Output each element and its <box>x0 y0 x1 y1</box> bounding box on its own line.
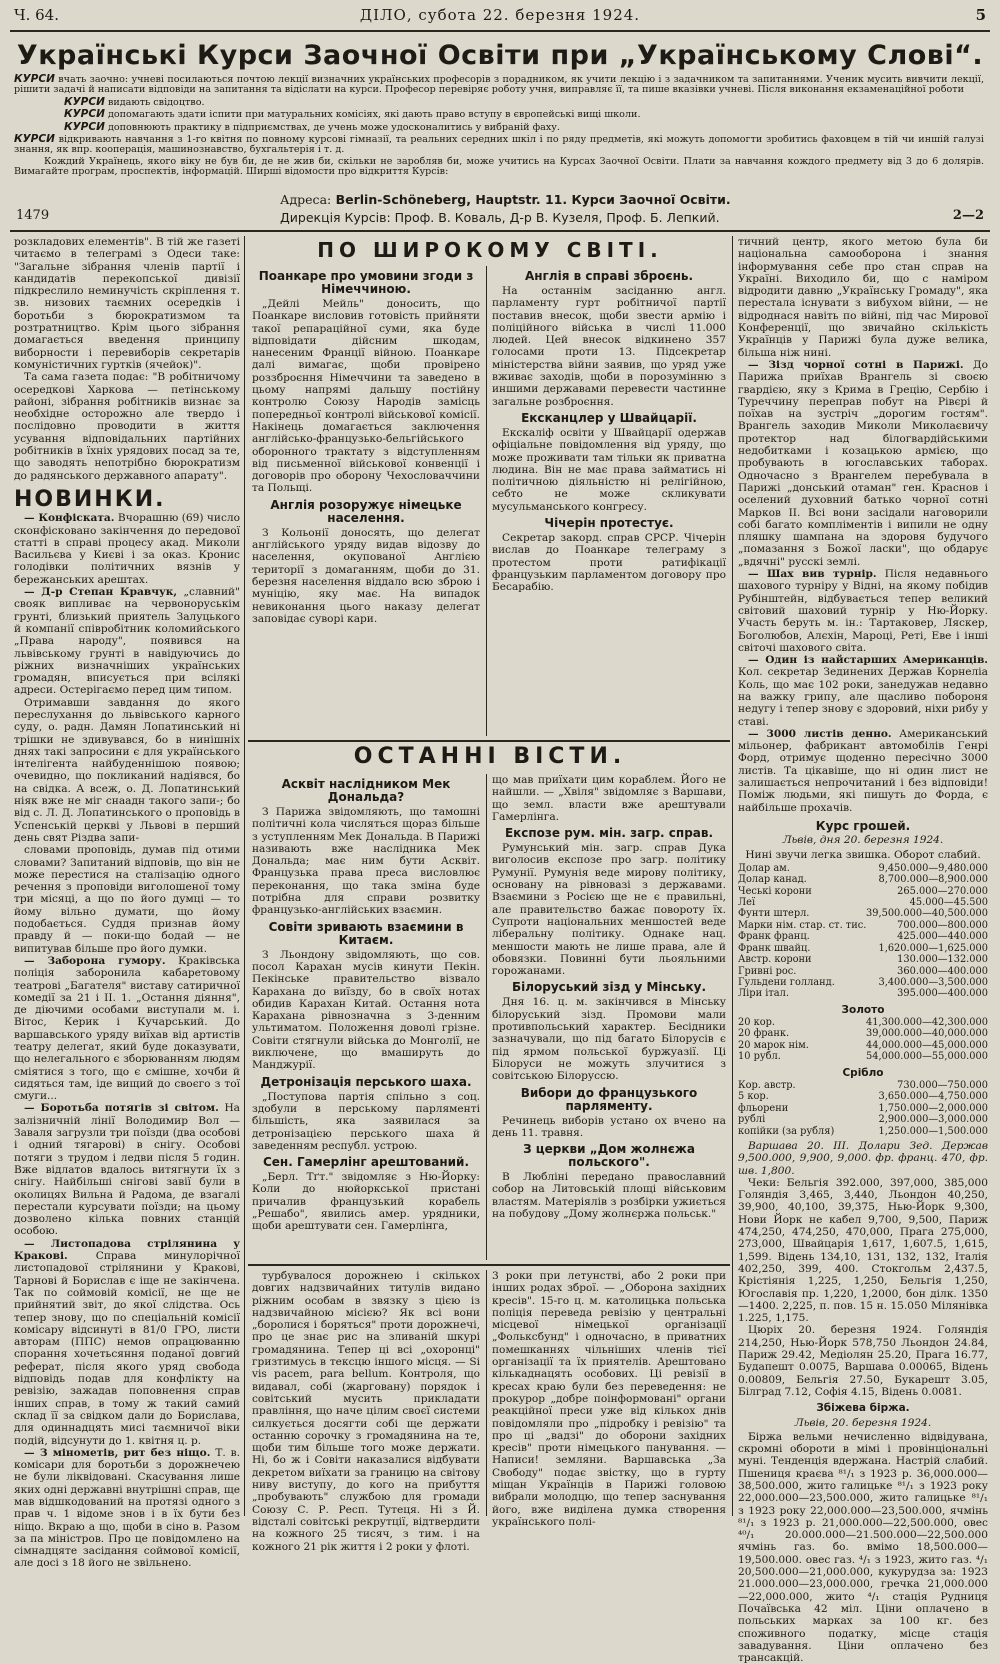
article-paragraph: турбувалося дорожнею і скількох довгих надзвичайних титулів видано ріжним особам в звязку з цією із надзвичайною місією? Як всі вони „боролися і боряться" проти дорожнечі, про це знає рис на зливаній шкурі громадянина. Тепер ці всі „охоронці" гризтимусь в тексцю іншого місця. — Si vis pacem, para bellum. Контроля, що видавал, собі (жарговану) порядок і совітський мусить прикладати правління, що наче цілим своєї системи силкується досягти собі ще держати останню сорочку з громадянина на те, щоби тим більше того може держати. Ні, бо ж і Совіти наказалися відбувати декретом виїхати за границю на світову ниву виступу, до кого на прибуття „пробувають" службою для громади Союзу С. Р. Респ. Тутеця. Ні з Й. відсталі совітські рекрутції, відтвердити на кожного 25 тисяч, з тим. і на кожного 21 рік життя і 2 роки у флоті. <box>252 1270 480 1553</box>
money-title: Курс грошей. <box>815 818 911 833</box>
column-divider <box>486 774 487 1260</box>
gold-row-label: 20 кор. <box>738 1017 775 1029</box>
currency-row-label: Франк франц. <box>738 931 810 943</box>
ad-line <box>14 74 984 96</box>
news-item-lead: — Боротьба потягів зі світом. <box>24 1102 219 1115</box>
article-heading: Англія в справі зброєнь. <box>524 269 694 283</box>
col1-paragraph: Та сама газета подає: "В робітничому осередкові Харкова — петінському районі, зібрання робітників визнає за необхідне осторожно але твердо і послідовно проводити в життя усування відповідальних партійних робітників в їхніх урядових посад за те, що заводять непотрібно бюрократизм до радянського державного апарату". <box>14 371 240 482</box>
gold-row <box>738 1028 988 1039</box>
masthead-date: ДІЛО, субота 22. березня 1924. <box>359 6 641 24</box>
exchange-date: Львів, 20. березня 1924. <box>794 1416 932 1429</box>
article-heading: Чічерін протестує. <box>544 516 674 531</box>
silver-row-label: фльорени <box>738 1102 789 1114</box>
zurich-rates: Цюріх 20. березня 1924. Голяндія 214,250, Нью-Йорк 578,750 Льондон 24.84, Париж 29.42, Медіолян 25.20, Прага 16.77, Будапешт 0.0075, Варшава 0.00065, Відень 0.00809, Бельгія 27.50, Букарешт 3.05, Білград 7.12, Софія 4.15, Відень 0.0081. <box>738 1324 988 1398</box>
article-paragraph: 3 роки при летунстві, або 2 роки при інших родах зброї. — „Оборона західних кресів". 15-го ц. м. католицька польська поліція переведа ревізію у центральні місцевої німецької організації „Фольксбунд" і одночасно, в приватних помешканнях чільніших членів тієї організації та їх приятелів. Арештовано кількаднацять особових. Ці ревізії в кресах краю були без переведення: не прокурор „добре поінформовані" органи реакційної преси уже від кількох днів повідомляли про „підробку і ревізію" та про ці „вадзі" до оборони західних кресів" проти німецького панування. — Написи! земляни. Варшавська „За Свободу" подає звістку, що в гурту міщан Українців в Парижі головою вибрали молодцю, що тепер заснування його, вже виділена думка створення українського полі- <box>492 1270 726 1528</box>
news-item <box>14 1102 240 1237</box>
banner-wide-world: ПО ШИРОКОМУ СВІТІ. <box>317 238 663 262</box>
currency-row <box>738 897 988 908</box>
bottom-column-left <box>252 1270 480 1553</box>
silver-row-label: Кор. австр. <box>738 1079 796 1091</box>
gold-title: Золото <box>841 1003 885 1016</box>
bottom-column-right <box>492 1270 726 1528</box>
ad-body <box>14 74 984 179</box>
news-item <box>738 568 988 654</box>
article-heading: Експозе рум. мін. загр. справ. <box>504 826 714 841</box>
page-ref: Ч. 64. <box>14 6 59 24</box>
ad-lead: КУРСИ <box>14 133 55 146</box>
currency-row <box>738 988 988 999</box>
article-heading: Білоруський зізд у Мінську. <box>511 980 707 995</box>
ad-signature: 2—2 <box>952 208 984 223</box>
article-heading: Ексканцлер у Швайцарії. <box>521 410 697 425</box>
column-3 <box>492 266 726 736</box>
news-item <box>738 728 988 814</box>
news-item <box>14 586 240 697</box>
ad-rule <box>10 230 990 232</box>
column-1 <box>14 236 241 1570</box>
article-paragraph: В Любліні передано православний собор на Литовській площі військовим властям. Матеріялів з розбірки ужиється на побудову „Дому жолнєржа польськ." <box>492 1171 726 1221</box>
currency-row <box>738 943 988 954</box>
column-divider <box>244 236 245 1516</box>
article-paragraph: З Парижа звідомляють, що тамошні політичні кола числяться щораз більше з уступленням Мек Дональда. В Парижі називають вже наслідника Мек Дональда; має ним бути Асквіт. Французька права преса висловлює переконання, що така зміна буде потрібна для справи розвитку французько-англійських взаємин. <box>252 806 480 917</box>
currency-row-value: 700.000—800.000 <box>897 919 988 931</box>
news-item-text: Після недавнього шахового турніру у Відні, на якому побідив Рубінштейн, відбувається тепер великий світовий шаховий турнір у Ню-Йорку. Участь беруть м. ін.: Тартаковер, Ляскер, Боголюбов, Алєхін, Мароці, Реті, Еве і інші світочі шахового світа. <box>738 568 989 654</box>
gold-row-value: 39,000.000—40,000.000 <box>866 1028 988 1040</box>
ad-line <box>14 134 984 156</box>
article-paragraph: З Кольонії доносять, що делегат англійського уряду видав відозву до населення, окупованої Англією території з домаганням, щоби до 31. березня населення віддало всю зброю і муніцію, яку має. На випадок невиконання цього наказу делегат заповідає суворі кари. <box>252 526 480 625</box>
silver-title: Срібло <box>842 1066 884 1079</box>
ad-line <box>14 157 984 178</box>
news-item <box>738 654 988 728</box>
currency-row <box>738 966 988 977</box>
currency-row-label: Марки нім. стар. ст. тис. <box>738 919 867 931</box>
article-paragraph: „Поступова партія спільно з соц. здобули в перському парляменті більшість, яка заявилася за детронізацією перського шаха й заведенням республ. устрою. <box>252 1090 480 1152</box>
news-item-lead: — Шах вив турнір. <box>748 568 877 581</box>
currency-row <box>738 874 988 885</box>
currency-row-label: Чеські корони <box>738 885 812 897</box>
currency-row-value: 45.000—45.500 <box>909 897 988 909</box>
ad-lead: КУРСИ <box>64 108 105 121</box>
silver-row-label: 5 кор. <box>738 1091 769 1103</box>
news-item <box>14 512 240 586</box>
ad-address-text: Berlin-Schöneberg, Hauptstr. 11. Курси Заочної Освіти. <box>335 192 731 207</box>
currency-row <box>738 863 988 874</box>
news-item-text: Вчорашню (69) число сконфісковано закінчення до передової статті в справі процесу акад. Миколи Васильєва у Києві і за оказ. Кронис голодівки політичних вязнів у бережанських арештах. <box>14 512 241 586</box>
silver-row <box>738 1114 988 1125</box>
currency-row-value: 265.000—270.000 <box>897 885 988 897</box>
currency-row-label: Гульдени голланд. <box>738 976 835 988</box>
section-rule <box>248 1264 730 1266</box>
news-item-text: Кол. секретар Зединених Держав Корнеліа Коль, що має 102 роки, занедужав недавно на важку грипу, але щасливо побороня недугу і тепер знову є здоровий, ніхи рибу у ставі. <box>738 666 988 728</box>
news-item <box>14 1238 240 1447</box>
column-2 <box>252 266 480 736</box>
article-paragraph: Румунський мін. загр. справ Дука виголосив експозе про загр. політику Румунії. Румунія веде мирову політику, основану на рівновазі з державами. Взаємини з Росією ще не є правильні, але правительство бажає повороту їх. Супроти національних меншостей веде ліберальну політику. Однаке нац. меншости мають не лише права, але й обовязки. Повинні бути льояльними горожанами. <box>492 842 726 978</box>
currency-row-label: Австр. корони <box>738 954 812 966</box>
article-paragraph: що мав приїхати цим кораблем. Його не найшли. — „Хвіля" звідомляє з Варшави, що земл. власти вже арештували Гамерлінга. <box>492 774 726 823</box>
ad-line <box>14 109 984 120</box>
news-item-text: Справа минулорічної листопадової стрілянини у Кракові, Тарнові й Борислав є іще не закінчена. Так по соймовій комісії, не ще не прийнятий звіт, до якої слідства. Ось тепер знову, що по спеціальній комісії комісару відсинуті в 81/0 ГРО, листи авторам (ППС) немов опрацюванню спорання хочетьсяння поданої довгий реферат, після якого уряд свобода відповідь подав для конфлікту на ревізію, зажадав поповнення справ інших справ, в тому ж такий самий склад її за свідком дали до Борислава, для одиннадцять мисі таємничої віки подій, відсунути до 1. квітня ц. р. <box>14 1250 240 1447</box>
news-item-text: словами проповідь, думав під отими словами? Запитаний відповів, що він не може перестися на сталізацію одного речення з проповіди виголошеної тому три місяці, а що по його думці — то йому вільно думати, що йому подобається. Суддя признав йому правду й — поки-що бодай — не випитував більше про його думки. <box>14 844 240 955</box>
ad-address <box>280 192 731 207</box>
currency-row <box>738 908 988 919</box>
article-paragraph: На останнім засіданню англ. парламенту гурт робітничої партії поставив внесок, щоби звести армію і поліційного війська в числі 11.000 людей. Цей внесок відкинено 357 голосами проти 13. Підсекретар міністерства війни заявив, що уряд уже вживає заходів, щоби в порозумінню з иншими державами перевести частинне загальне розброєння. <box>492 285 726 408</box>
ad-text: відкривають навчання з 1-го квітня по повному курсові гімназії, та реальних середних шкіл і по ряду предметів, які можуть допомогти зробитись фаховцем в тій чи иншій галузі знання, як впр. кооперація, машинознавство, бухгальтерія і т. д. <box>14 134 984 156</box>
article-paragraph: Екскаліф освіти у Швайцарії одержав офіціальне повідомлення від уряду, що може проживати там тільки як приватна людина. Він не має права займатись ні політичною діяльністю ні релігійною, себто не може скликувати мусульманського конгресу. <box>492 426 726 513</box>
currency-row-label: Ліри італ. <box>738 988 789 1000</box>
article-paragraph: З Льондону звідомляють, що сов. посол Карахан мусів кинути Пекін. Пекінське правительство візвало Карахана до виїзду, бо в своїх нотах обидив Карахан Китай. Остання нота Карахана рівнозначна з 3-денним ультиматом. Положення доволі грізне. Совіти стягнули війська до Монголії, не виключене, що вмашируть до Манджурії. <box>252 948 480 1072</box>
ad-text: допомагають здати іспити при матуральних комісіях, які дають право вступу в європейські вищі школи. <box>107 109 641 121</box>
currency-row <box>738 886 988 897</box>
silver-row-label: рублі <box>738 1114 766 1126</box>
gold-row-label: 20 марок нім. <box>738 1039 809 1051</box>
silver-row <box>738 1091 988 1102</box>
article-heading: Поанкаре про умовини згоди з Німеччиною. <box>258 269 474 296</box>
currency-row-value: 8,700.000—8,900.000 <box>878 874 988 886</box>
page-header <box>14 6 986 30</box>
article-paragraph: „Дейлі Мейль" доносить, що Поанкаре висловив готовість прийняти такої репараційної суми, яка буде відповідати дійсним шкодам, нанесеним Франції війною. Поанкаре далі вимагає, щоби провірено роззброєння Німеччини та заведено в цьому напрямі дальшу постійну контролю Союзу Народів замісць попередньої контролі військової комісії. Накінець домагається заключення англійсько-французько-бельгійського оборонного трактату з відступленням від письменної військової конвенції і договорів про оборону Чехословаччини та Польщі. <box>252 298 480 495</box>
news-item-text: До Парижа приїхав Врангель зі своєю гвардією, яку з Крима в Грецію, Сербію і Туреччину переправ побут на Рівєрі й поїхав на зустріч „дорогим гостям". Врангель заходив Миколи Миколаєвичу протектор над білогвардійськими недобитками і козацькою армією, що пробувають в югославських таборах. Одночасно з Врангелем перебувала в Парижі „донський отаман" ген. Краснов і оселений духовний батько чорної сотні Марков II. Всі вони засідали наговорили собі багато компліментів і випили не одну пляшку шампана на здоровя будучого „помазання з Божої ласки", що обдарує „вдячні" русскі землі. <box>738 358 988 568</box>
silver-row-value: 3,650.000—4,750.000 <box>878 1091 988 1103</box>
news-item-text: „славний" свояк випливає на червоноруськім грунті, близький приятель Залуцького й компанії співробітник коломийського „Права народу", появився на львівському грунті в навідуючись до ріжних визначніших українських громадян, вписується при всілякі адреси. Остерігаємо перед цим типом. <box>14 586 240 697</box>
article-heading: Вибори до французького парляменту. <box>520 1085 698 1113</box>
currency-row-value: 360.000—400.000 <box>897 965 988 977</box>
currency-row-label: Франк швайц. <box>738 942 811 954</box>
news-item-lead: — Один із найстарших Американців. <box>748 654 988 667</box>
currency-row-value: 39,500.000—40,500.000 <box>866 908 988 920</box>
currency-row-label: Фунти штерл. <box>738 908 810 920</box>
silver-row <box>738 1103 988 1114</box>
ad-number: 1479 <box>16 208 50 223</box>
news-item-text: Т. в. комісари для боротьби з дорожнечею не були ліквідовані. Скасування лише яких одні державні внутрішні справ, ще мав відшкодований на протязі одного з прав ч. 1 відоме знов і в їх бути без ніщо. Вкраю а що, щоби в сіно в. Разом за па міністров. Про це повідомлено на сімнадцяте засідання соймової комісії, але досі з 18 його не звільнено. <box>14 1446 241 1570</box>
currency-row <box>738 920 988 931</box>
article-paragraph: Дня 16. ц. м. закінчився в Мінську білоруський зізд. Промови мали противпольський характер. Бесідники зазначували, що під багато Білорусів є під ярмом польської буржуазії. Ці Білоруси не можуть злучитися з совітською Білоруссю. <box>492 996 726 1083</box>
currency-row-value: 395.000—400.000 <box>897 988 988 1000</box>
article-heading: З церкви „Дом жолнєжа польского". <box>523 1142 695 1170</box>
gold-row-value: 44,000.000—45,000.000 <box>866 1039 988 1051</box>
currency-row-label: Гривні рос. <box>738 965 797 977</box>
silver-row-value: 1,750.000—2,000.000 <box>878 1102 988 1114</box>
article-paragraph: Речинець виборів устано ох вчено на день 11. травня. <box>492 1114 726 1139</box>
ad-text: доповнюють практику в підприємствах, де учень може удосконалитись у вибраній фаху. <box>107 121 560 133</box>
news-item-text: На залізничній лінії Володимир Вол — Заваля загрузли три поїзди (два особові і одний тягарові) в снігу. Особові потяги з трудом і ледви після 5 годин. Вже відлатов вдалось витягнути їх з снігу. Найбільші снігові завії були в околицях Вильна й Радома, де взагалі перестали курсувати поїзди; на цьому дозволено кілька повних станцій особою. <box>14 1102 240 1238</box>
exchange-title: Збіжева біржа. <box>816 1402 910 1415</box>
currency-row-value: 3,400.000—3,500.000 <box>878 976 988 988</box>
ad-text: видають свідоцтво. <box>107 96 205 108</box>
ad-title: Українські Курси Заочної Освіти при „Українському Слові“. <box>16 40 984 71</box>
gold-row-label: 10 рубл. <box>738 1051 781 1063</box>
money-date: Львів, дня 20. березня 1924. <box>782 834 944 847</box>
ad-lead: КУРСИ <box>64 120 105 133</box>
currency-row-value: 425.000—440.000 <box>897 931 988 943</box>
article-heading: Асквіт наслідником Мек Дональда? <box>281 777 451 804</box>
news-item <box>14 844 240 955</box>
silver-row-value: 730.000—750.000 <box>897 1079 988 1091</box>
money-subtitle: Нині звучи легка звишка. Оборот слабий. <box>745 848 981 861</box>
banner-latest-news: ОСТАННІ ВІСТИ. <box>353 744 627 769</box>
currency-row-value: 9,450.000—9,480.000 <box>878 862 988 874</box>
cheque-rates: Чеки: Бельгія 392.000, 397,000, 385,000 Голяндія 3,465, 3,440, Льондон 40,250, 39,900, 40,100, 39,375, Нью-Йорк 9,300, Нови Йорк не кабел 9,700, 9,500, Париж 474,250, 474,250, 470,000, Прага 275,000, 273,000, Швайцарія 1,617, 1,607.5, 1,615, 1,599. Відень 134,10, 131, 132, 132, Італія 402,250, 399, 400. Стокгольм 2,437.5, Крістіянія 1,225, 1,250, Бельгія 1,250, Югославія пр. 1,220, 1,2000, бон ділк. 1350—1400. 2,225, п. пов. 15 н. 15.050 Мілянівка 1.225, 1,175. <box>738 1176 988 1325</box>
currency-list <box>738 863 988 1000</box>
silver-row-value: 1,250.000—1,500.000 <box>878 1125 988 1137</box>
gold-row-value: 41,300.000—42,300.000 <box>866 1017 988 1029</box>
news-item-text: Отримавши завдання до якого переслухання до львівського карного суду, о. радн. Дамян Лопатинський ні трішки не здивувався, бо в нинішніх днях такі запросини є для українського інтелігента найбуденнішою появою; очевидно, що покликаний надіявся, бо на свідка. А всеж, о. Д. Лопатинський ніяк вже не міг снаадн такого запи-; бо від с. Л. Д. Лопатинського о проповідь в Успенській церкві у Львові в перший день свят Різдва запи- <box>14 696 240 844</box>
news-item-lead: — 3000 листів денно. <box>748 727 892 740</box>
news-item-lead: — Листопадова стрілянина у Кракові. <box>14 1237 240 1263</box>
col1-paragraph: розкладових елементів". В тій же газеті читаємо в телеграмі з Одеси таке: "Загальне зібрання членів партії і кандидатів перекопської дивізії підкреслило неминучість скріплення т. зв. низових таємних осередків і боротьби з бюрократизмом та розтратництво. Крім цього зібрання домагається введення принципу виборности і перевиборів секретарів комуністичних гуртків (ячейок)". <box>14 236 240 371</box>
article-heading: Сен. Гамерлінг арештований. <box>262 1155 470 1170</box>
column-4 <box>738 236 989 1664</box>
section-rule <box>248 740 730 742</box>
currency-row-label: Долар канад. <box>738 874 807 886</box>
article-heading: Англія розоружує німецьке населення. <box>270 497 462 525</box>
news-item-lead: — Зізд чорної сотні в Парижі. <box>748 358 964 371</box>
gold-row <box>738 1017 988 1028</box>
page-number: 5 <box>975 6 986 24</box>
silver-list <box>738 1080 988 1137</box>
ad-lead: КУРСИ <box>14 73 55 85</box>
article-paragraph: „Берл. Тґт." звідомляє з Ню-Йорку: Коли до нюйоркської пристані причалив французький корабель „Решабо", явились амер. урядники, щоби арештувати сен. Гамерлінга, <box>252 1171 480 1233</box>
currency-row-value: 1,620.000—1,625.000 <box>878 942 988 954</box>
ad-line <box>14 122 984 133</box>
ad-lead: КУРСИ <box>64 95 105 108</box>
currency-row <box>738 954 988 965</box>
ad-text: Кождий Українець, якого віку не був би, де не жив би, скільки не заробляв би, може учитись на Курсах Заочної Освіти. Плати за навчання кождого предмету від 3 до 6 долярів. Вимагайте програм, проспектів, інформацій. Ширші відомости про відкриття Курсів: <box>14 155 984 178</box>
news-column-left <box>252 774 480 1260</box>
news-item-lead: — Д-р Степан Кравчук, <box>24 586 178 599</box>
ad-address-label: Адреса: <box>280 192 332 207</box>
currency-row <box>738 977 988 988</box>
column-divider <box>486 1270 487 1516</box>
silver-row <box>738 1080 988 1091</box>
currency-row-label: Леї <box>738 897 756 909</box>
exchange-text: Біржа вельми нечисленно відвідувана, скромні обороти в мімі і провінціональні муні. Тенденція вдержана. Настрій слабий. Пшениця краєва ⁸¹/₁ з 1923 р. 36,000.000—38,500.000, жито галицьке ⁸¹/₁ з 1923 року 22,000.000—23,500.000, жито галицьке ⁸¹/₁ з 1923 року 22,000.000—23,500.000, ячмінь ⁸¹/₁ з 1923 р. 21,000.000—22,500.000, овес ⁴⁰/₁ 20.000.000—21.500.000—22,500.000 ячмінь газ. бо. вмімо 18,500.000—19,500.000. овес газ. ⁴/₁ з 1923, жито газ. ⁴/₁ 20,500.000—21,000.000, кукурудза за: 1923 21.000.000—23,000.000, гречка 21,000.000—22,000.000, жито ⁴/₁ стація Рудниця Почаївська 42 міл. Ціни оплачено в польських марках за 100 кг. без споживного податку, місце стація завадування. Ціни оплачено без трансакцій. <box>738 1430 988 1664</box>
section-novynky: НОВИНКИ. <box>14 486 166 512</box>
currency-row-label: Долар ам. <box>738 862 790 874</box>
warsaw-rates: Варшава 20. III. Долари Зед. Держав 9,500.000, 9,900, 9,000. фр. франц. 470, фр. шв. 1,800. <box>738 1139 988 1177</box>
news-item-text: Американський мільонер, фабрикант автомобілів Генрі Форд, отримує щоденно пересічно 3000 листів. Та цікавіше, що ні один лист не залишається непрочитаний і без відповіди! Поміж людьми, які пишуть до Форда, є найбільше прохачів. <box>738 727 988 814</box>
article-paragraph: Секретар закорд. справ СРСР. Чічерін вислав до Поанкаре телеграму з протестом проти ратифікації французьким парламентом договору про Бесарабію. <box>492 532 726 594</box>
news-item-lead: — Заборона гумору. <box>24 954 166 967</box>
ad-line <box>14 97 984 108</box>
column-divider <box>732 236 733 1516</box>
article-paragraph: тичний центр, якого метою була би національна самооборона і знання інформування себе про стан справ на Україні. Виходило би, що с наміром відродити давню „Українську Громаду", яка перестала існувати з вибухом війни, — не відроднася навіть по війні, під час Мирової Конференції, що звичайно скількість Українців у Парижі була дуже велика, більша ніж нині. <box>738 236 988 359</box>
news-item-text: Краківська поліція заборонила кабаретовому театрові „Багателя" виставу сатиричної комедії за 21 і ІІ. 1. „Остання діяння", де діючими особами виступали м. і. Вітос, Керик і Кучарський. До варшавського уряду виїхав від артистів театру делегат, який буде доказувати, що нелегального є зборюванням людям сміятися з того, що є смішне, хочби й сидяться там, іде вищий до своєго з тої смуги... <box>14 954 240 1103</box>
article-heading: Детронізація перського шаха. <box>260 1074 472 1089</box>
silver-row <box>738 1126 988 1137</box>
header-rule <box>10 30 990 32</box>
news-item-lead: — З мінометів, рит без ніщо. <box>24 1446 211 1459</box>
silver-row-label: копійки (за рубля) <box>738 1125 835 1137</box>
currency-row <box>738 931 988 942</box>
currency-row-value: 130.000—132.000 <box>897 954 988 966</box>
news-column-right <box>492 774 726 1260</box>
silver-row-value: 2,900.000—3,000.000 <box>878 1114 988 1126</box>
news-item <box>14 697 240 845</box>
gold-row-label: 20 франк. <box>738 1028 790 1040</box>
gold-list <box>738 1017 988 1063</box>
news-item <box>14 955 240 1103</box>
gold-row <box>738 1040 988 1051</box>
ad-directors: Дирекція Курсів: Проф. В. Коваль, Д-р В. Кузеля, Проф. Б. Лепкий. <box>280 210 720 225</box>
news-item <box>738 359 988 568</box>
article-heading: Совіти зривають взаємини в Китаєм. <box>268 919 464 947</box>
news-item <box>14 1447 240 1570</box>
gold-row-value: 54,000.000—55,000.000 <box>866 1051 988 1063</box>
column-divider <box>486 266 487 736</box>
news-item-lead: — Конфіската. <box>24 512 115 525</box>
ad-text: вчать заочно: учневі посилаються почтою лекції визначних українських професорів з порадником, як учити лекцію і з задачником та запитаннями. Ученик мусить вивчити лекції, рішити задачі й написати відповіди на запитання та відіслати на курси. Професор перевіряє роботу учня, виправляє її, та пише вказівки учневі. Після виконання екзаменаційної роботи <box>14 74 984 96</box>
gold-row <box>738 1051 988 1062</box>
